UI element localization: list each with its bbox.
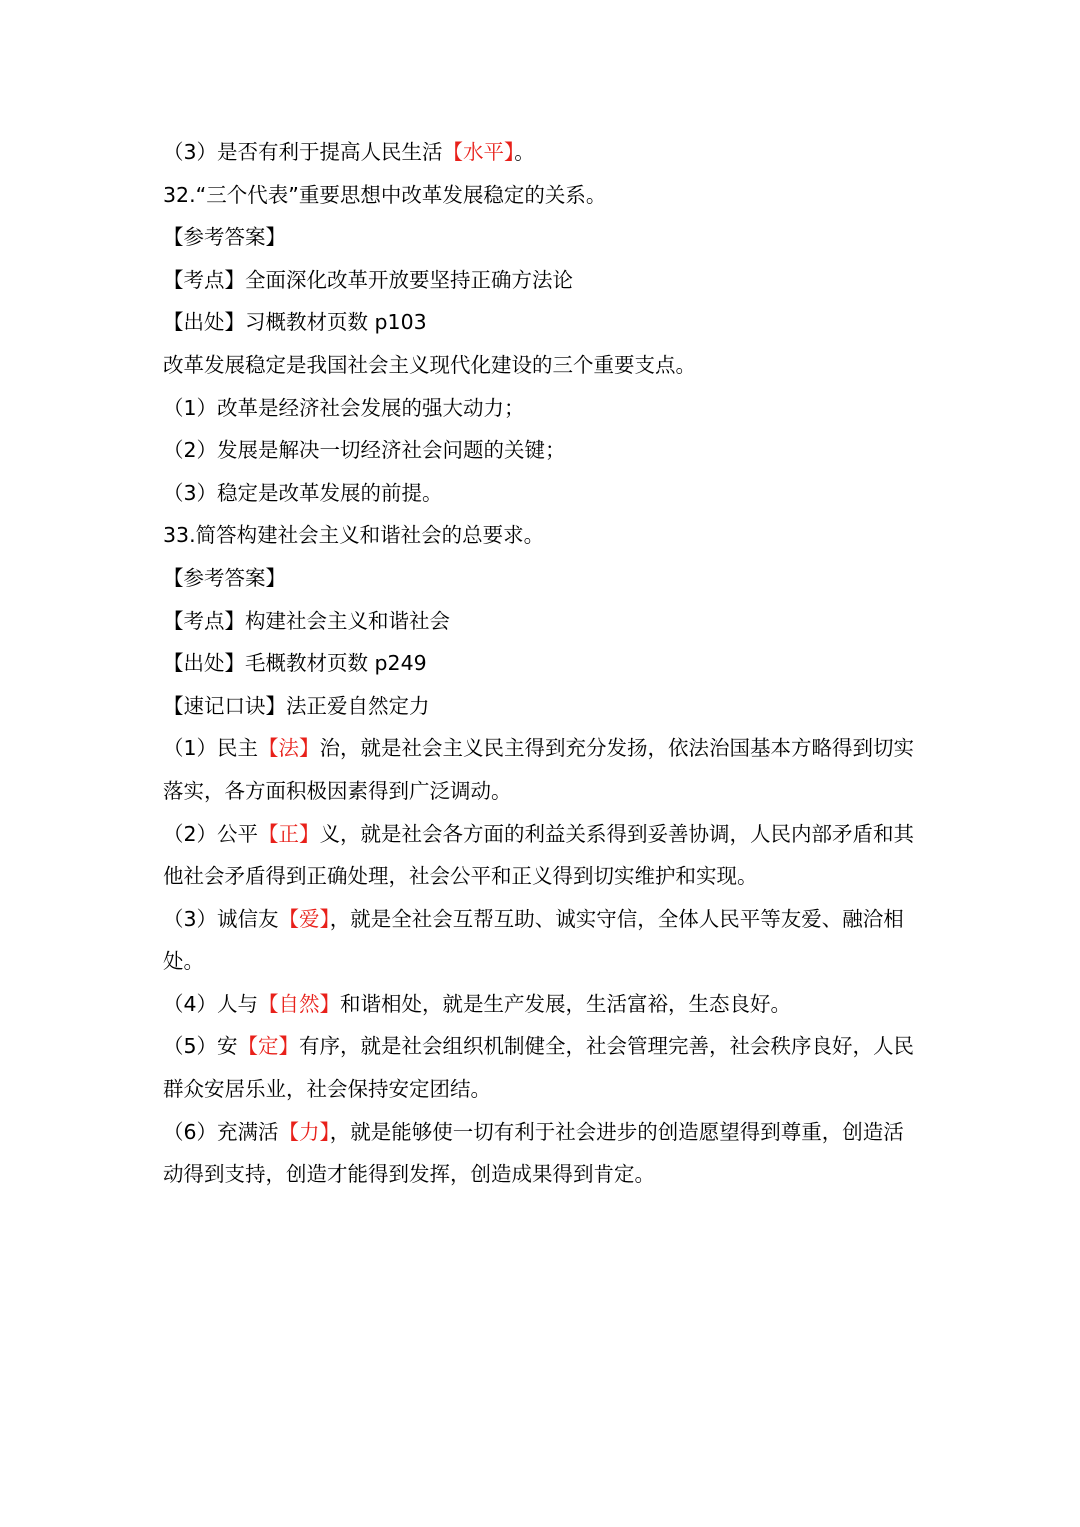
- list-item: [163, 387, 923, 430]
- text-run: 【速记口诀】法正爱自然定力: [163, 693, 430, 718]
- highlight-keyword: 【正】: [258, 821, 320, 846]
- text-line: [163, 344, 923, 387]
- text-run: ，就是能够使一切有利于社会进步的创造愿望得到尊重，创造活动得到支持，创造才能得到发挥，创造成果得到肯定。: [163, 1119, 904, 1187]
- text-run: （4）人与: [163, 991, 259, 1016]
- text-line: [163, 131, 923, 174]
- highlight-keyword: 【爱】: [278, 906, 330, 931]
- text-run: （1）民主: [163, 736, 259, 761]
- list-item: [163, 1025, 923, 1110]
- source-reference: [163, 301, 923, 344]
- text-run: 。: [514, 140, 535, 164]
- text-run: 和谐相处，就是生产发展，生活富裕，生态良好。: [340, 991, 792, 1016]
- text-run: （2）发展是解决一切经济社会问题的关键；: [163, 438, 566, 463]
- text-run: 【参考答案】: [163, 565, 286, 590]
- list-item: [163, 898, 923, 983]
- text-run: 【考点】全面深化改革开放要坚持正确方法论: [163, 267, 573, 292]
- text-run: ，就是全社会互帮互助、诚实守信，全体人民平等友爱、融洽相处。: [163, 906, 904, 974]
- text-run: 33.简答构建社会主义和谐社会的总要求。: [163, 523, 545, 548]
- text-run: 【考点】构建社会主义和谐社会: [163, 608, 450, 633]
- text-run: 【参考答案】: [163, 225, 286, 250]
- source-reference: [163, 642, 923, 685]
- highlight-keyword: 【定】: [237, 1034, 300, 1059]
- text-run: 治，就是社会主义民主得到充分发扬，依法治国基本方略得到切实落实，各方面积极因素得到广泛调动。: [163, 736, 915, 803]
- text-run: 【出处】毛概教材页数 p249: [163, 651, 427, 676]
- text-run: 【出处】习概教材页数 p103: [163, 310, 427, 335]
- question-heading: [163, 174, 923, 217]
- list-item: [163, 472, 923, 515]
- list-item: [163, 983, 923, 1026]
- answer-label: [163, 216, 923, 259]
- text-run: （2）公平: [163, 821, 259, 846]
- text-run: （6）充满活: [163, 1119, 279, 1144]
- text-run: （3）诚信友: [163, 906, 279, 931]
- list-item: [163, 813, 923, 898]
- highlight-keyword: 【力】: [278, 1119, 330, 1144]
- text-run: 义，就是社会各方面的利益关系得到妥善协调，人民内部矛盾和其他社会矛盾得到正确处理，社会公平和正义得到切实维护和实现。: [163, 821, 915, 889]
- list-item: [163, 1111, 923, 1196]
- highlight-keyword: 【法】: [258, 736, 320, 761]
- text-run: （3）稳定是改革发展的前提。: [163, 480, 443, 505]
- text-run: （1）改革是经济社会发展的强大动力；: [163, 395, 525, 420]
- answer-label: [163, 557, 923, 600]
- exam-point: [163, 600, 923, 643]
- list-item: [163, 727, 923, 812]
- text-run: （5）安: [163, 1034, 238, 1059]
- list-item: [163, 429, 923, 472]
- text-run: （3）是否有利于提高人民生活: [163, 140, 443, 164]
- document-body: [163, 131, 923, 1196]
- highlight-keyword: 【水平】: [442, 140, 515, 164]
- highlight-keyword: 【自然】: [258, 991, 341, 1016]
- text-run: 改革发展稳定是我国社会主义现代化建设的三个重要支点。: [163, 352, 696, 377]
- question-heading: [163, 514, 923, 557]
- text-run: 32.“三个代表”重要思想中改革发展稳定的关系。: [163, 182, 607, 207]
- mnemonic: [163, 685, 923, 728]
- exam-point: [163, 259, 923, 302]
- text-run: 有序，就是社会组织机制健全，社会管理完善，社会秩序良好，人民群众安居乐业，社会保持安定团结。: [163, 1034, 915, 1102]
